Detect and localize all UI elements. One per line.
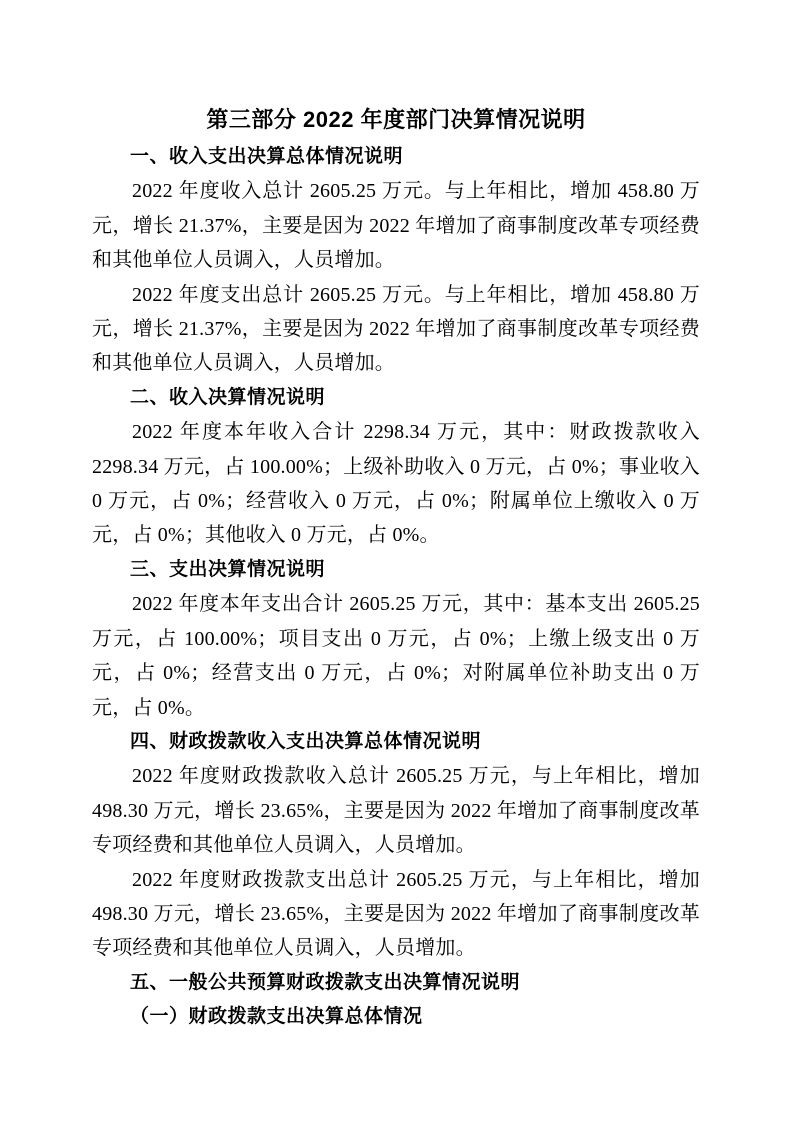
page-title: 第三部分 2022 年度部门决算情况说明 <box>206 107 586 132</box>
section-heading: 二、收入决算情况说明 <box>130 386 326 408</box>
paragraph: 2022 年度本年支出合计 2605.25 万元，其中：基本支出 2605.25 万元，占 100.00%；项目支出 0 万元，占 0%；上缴上级支出 0 万元，占 0%；经营支出 0 万元，占 0%；对附属单位补助支出 0 万元，占 0%。 <box>92 593 700 719</box>
section-heading: 四、财政拨款收入支出决算总体情况说明 <box>130 730 482 752</box>
paragraph: 2022 年度本年收入合计 2298.34 万元，其中：财政拨款收入 2298.34 万元，占 100.00%；上级补助收入 0 万元，占 0%；事业收入 0 万元，占 0%；经营收入 0 万元，占 0%；附属单位上缴收入 0 万元，占 0%；其他收入 0 万元，占 0%。 <box>92 421 700 547</box>
paragraph: 2022 年度支出总计 2605.25 万元。与上年相比，增加 458.80 万元，增长 21.37%，主要是因为 2022 年增加了商事制度改革专项经费和其他单位人员调入，人员增加。 <box>92 283 700 375</box>
paragraph: 2022 年度收入总计 2605.25 万元。与上年相比，增加 458.80 万元，增长 21.37%，主要是因为 2022 年增加了商事制度改革专项经费和其他单位人员调入，人员增加。 <box>92 180 700 272</box>
paragraph: 2022 年度财政拨款收入总计 2605.25 万元，与上年相比，增加 498.30 万元，增长 23.65%，主要是因为 2022 年增加了商事制度改革专项经费和其他单位人员调入，人员增加。 <box>92 765 700 857</box>
section-heading: 五、一般公共预算财政拨款支出决算情况说明 <box>130 971 521 993</box>
section-heading: 三、支出决算情况说明 <box>130 558 326 580</box>
subsection-heading: （一）财政拨款支出决算总体情况 <box>130 1006 423 1028</box>
section-heading: 一、收入支出决算总体情况说明 <box>130 146 404 167</box>
document-body <box>92 140 700 1035</box>
paragraph: 2022 年度财政拨款支出总计 2605.25 万元，与上年相比，增加 498.30 万元，增长 23.65%，主要是因为 2022 年增加了商事制度改革专项经费和其他单位人员调入，人员增加。 <box>92 868 700 960</box>
